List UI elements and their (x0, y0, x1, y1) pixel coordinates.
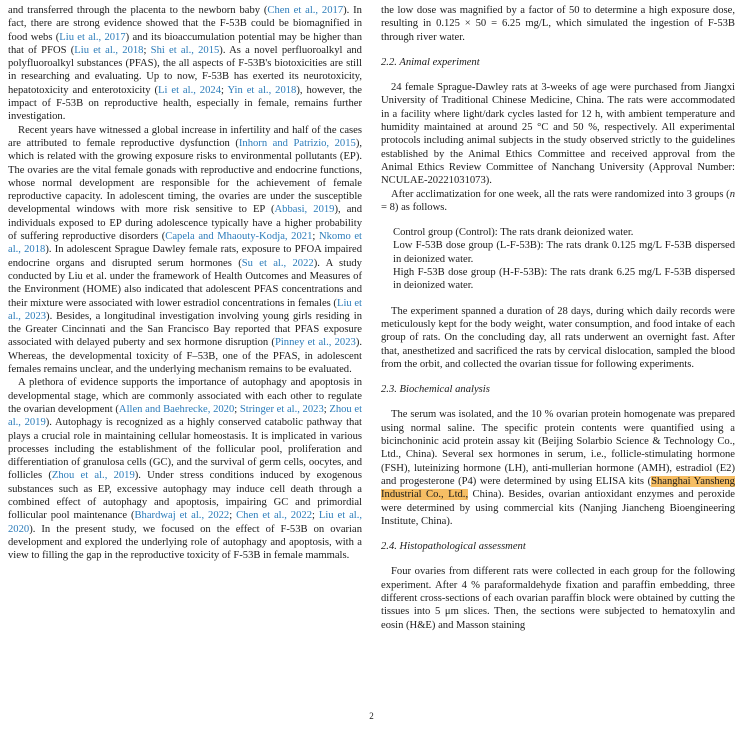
text-run: ; (234, 403, 240, 415)
text-run: the low dose was magnified by a factor of 50 to determine a high exposure dose, resulting in 0.125 × 50 = 6.25 mg/L, which simulated the ingestion of F-53B through river water. (381, 5, 735, 43)
list-item (393, 239, 735, 266)
citation-link[interactable]: Allen and Baehrecke, 2020 (118, 403, 235, 415)
text-run: ; (229, 510, 237, 522)
text-run: The serum was isolated, and the 10 % ovarian protein homogenate was prepared using normal saline. The specific protein contents were quantified using a bicinchoninic acid protein assay kit (Beijing Solarbio Science & Technology Co., Ltd., China). Several sex hormones in serum, i.e., follicle-stimulating hormone (FSH), luteinizing hormone (LH), anti-mullerian hormone (AMH), estradiol (E2) and progesterone (P4) were determined by using ELISA kits ( (381, 409, 735, 487)
citation-link[interactable]: Bhardwaj et al., 2022 (134, 510, 230, 522)
page-number: 2 (369, 711, 374, 721)
text-run: A plethora of evidence supports the importance of autophagy and apoptosis in developmental stage, which are commonly associated with each other to regulate the ovarian development ( (8, 377, 362, 415)
text-run: ; (312, 231, 319, 243)
paragraph (381, 188, 735, 215)
text-run: ). Whereas, the developmental toxicity of F–53B, one of the PFAS, in adolescent females remains unclear, and the underlying mechanism remains to be evaluated. (8, 337, 362, 376)
text-run: ). Under stress conditions induced by exogenous substances such as EP, excessive autophagy may induce cell death through a combined effect of autophagy and apoptosis, impairing GC and primordial follicular pool maintenance ( (8, 470, 362, 522)
list-item (393, 266, 735, 293)
text-run: ). Besides, a longitudinal investigation involving young girls residing in the Greater Cincinnati and the San Francisco Bay reported that PFAS exposure associated with delayed puberty and sex hormone disruption ( (8, 310, 362, 349)
citation-link[interactable]: Inhorn and Patrizio, 2015 (238, 137, 356, 149)
citation-link[interactable]: Li et al., 2024 (158, 84, 221, 96)
text-run: Control group (Control): The rats drank deionized water. (393, 227, 634, 239)
text-run: After acclimatization for one week, all the rats were randomized into 3 groups ( (391, 188, 730, 200)
citation-link[interactable]: Liu et al., 2018 (74, 44, 144, 56)
right-column (381, 4, 735, 632)
text-run: and transferred through the placenta to the newborn baby ( (8, 5, 268, 16)
citation-link[interactable]: Su et al., 2022 (241, 257, 314, 269)
text-run: ; (221, 84, 228, 96)
text-run: ), however, the impact of F-53B on reproductive health, especially in female, remains further investigation. (8, 84, 363, 123)
citation-link[interactable]: Zhou et al., 2019 (51, 470, 135, 482)
citation-link[interactable]: Chen et al., 2022 (236, 510, 312, 522)
citation-link[interactable]: Liu et al., 2017 (59, 31, 126, 43)
text-run: ; (312, 510, 319, 522)
citation-link[interactable]: Liu et al., 2020 (8, 510, 363, 535)
text-run: The experiment spanned a duration of 28 days, during which daily records were meticulously kept for the body weight, water consumption, and food intake of each group of rats. On the concluding day, all rats underwent an overnight fast. After that, anesthetized and sacrificed the rats by cervical dislocation, sampled the blood from the orbit, and collected the ovarian tissue for following experiments. (381, 305, 735, 370)
text-run: ). As a novel perfluoroalkyl and polyfluoroalkyl substances (PFAS), the all aspects of F-53B's biotoxicities are still in researching and evaluating. Up to now, F-53B has exerted its neurotoxicity, hepatotoxicity and enterotoxicity ( (8, 44, 362, 96)
citation-link[interactable]: Shi et al., 2015 (150, 44, 220, 56)
citation-link[interactable]: Nkomo et al., 2018 (8, 231, 363, 256)
text-run: = 8) as follows. (381, 201, 447, 213)
section-heading-biochemical-analysis: 2.3. Biochemical analysis (381, 384, 490, 396)
highlighted-text: Shanghai Yansheng Industrial Co., Ltd., (381, 475, 735, 501)
citation-link[interactable]: Yin et al., 2018 (227, 84, 297, 96)
text-run: 24 female Sprague-Dawley rats at 3-weeks of age were purchased from Jiangxi University of Traditional Chinese Medicine, China. The rats were accommodated in a facility where light/dark cycles lasted for 12 h, with ambient temperature and humidity maintained at around 25 °C and 50 %, respectively. All experimental protocols including animal subjects in the study observed strictly to the guidelines established by the Animal Ethics Committee and received approval from the Animal Ethics Review Committee of Nanchang University (Approval Number: NCULAE-20221031073). (381, 82, 735, 187)
list-item (393, 226, 735, 239)
citation-link[interactable]: Stringer et al., 2023 (239, 403, 324, 415)
text-run: China). Besides, ovarian antioxidant enzymes and peroxide were determined by using commercial kits (Nanjing Jiancheng Bioengineering Institute, China). (381, 489, 735, 527)
citation-link[interactable]: Pinney et al., 2023 (274, 337, 356, 349)
section-heading-animal-experiment: 2.2. Animal experiment (381, 56, 480, 68)
text-run: Low F-53B dose group (L-F-53B): The rats drank 0.125 mg/L F-53B dispersed in deionized water. (393, 240, 735, 265)
paragraph (8, 124, 362, 377)
paragraph (381, 81, 735, 187)
text-run: High F-53B dose group (H-F-53B): The rats drank 6.25 mg/L F-53B dispersed in deionized water. (393, 267, 735, 292)
text-run: ), which is related with the growing exposure risks to environmental pollutants (EP). The ovaries are the vital female gonads with reproductive and endocrine functions, whose normal development are responsible for the achievement of female reproductive capacity. In adolescent timing, the ovaries are under the susceptible developmental windows with more risk sensitive to EP ( (8, 137, 362, 216)
text-run: ; (323, 403, 330, 415)
text-run: Recent years have witnessed a global increase in infertility and half of the cases are attributed to female reproductive dysfunction ( (8, 124, 362, 149)
paragraph-continuation (8, 4, 362, 124)
group-definition-list (393, 226, 735, 292)
citation-link[interactable]: Capela and Mhaouty-Kodja, 2021 (165, 231, 313, 243)
italic-text: n (729, 188, 735, 200)
text-run: ). In adolescent Sprague Dawley female rats, exposure to PFOA impaired endocrine organs and disrupted serum hormones ( (8, 244, 363, 269)
text-run: ). A study conducted by Liu et al. under the framework of Health Outcomes and Measures of the Environment (HOME) also indicated that adolescent PFAS concentrations and their mixture were associated with lower estradiol concentrations in females ( (8, 257, 362, 309)
paragraph (8, 376, 362, 562)
citation-link[interactable]: Chen et al., 2017 (267, 5, 344, 16)
text-run: ). In the present study, we focused on the effect of F-53B on ovarian development and explored the underlying role of autophagy and apoptosis, with a view to filling the gap in the reproductive toxicity of F-53B in female mammals. (8, 523, 362, 562)
text-run: ; (143, 44, 151, 56)
left-column (8, 4, 362, 632)
text-run: Four ovaries from different rats were collected in each group for the following experiment. After 4 % paraformaldehyde fixation and paraffin embedding, three different cross-sections of each ovarian paraffin block were obtained by cutting the tissues into 5 μm slices. Then, the sections were subjected to hematoxylin and eosin (H&E) and Masson staining (381, 566, 735, 631)
citation-link[interactable]: Liu et al., 2023 (8, 297, 362, 322)
citation-link[interactable]: Abbasi, 2019 (274, 204, 335, 216)
text-run: ) and its bioaccumulation potential may be higher than that of PFOS ( (8, 31, 363, 56)
text-run: ), and individuals exposed to EP during adolescence typically have a higher probability of suffering reproductive disorders ( (8, 204, 363, 243)
text-run: ). Autophagy is recognized as a highly conserved catabolic pathway that plays a crucial role in maintaining cellular homeostasis. It is implicated in various processes including the establishment of the follicular pool, proliferation and differentiation of granulosa cells (GC), and the survival of germ cells, oocytes, and follicles ( (8, 417, 362, 482)
text-run: ). In fact, there are strong evidence showed that the F-53B could be biomagnified in food webs ( (8, 5, 362, 43)
paragraph (381, 408, 735, 528)
paragraph (381, 565, 735, 631)
section-heading-histopathological-assessment: 2.4. Histopathological assessment (381, 541, 526, 553)
paragraph-continuation (381, 4, 735, 44)
paragraph (381, 305, 735, 371)
citation-link[interactable]: Zhou et al., 2019 (8, 403, 363, 429)
